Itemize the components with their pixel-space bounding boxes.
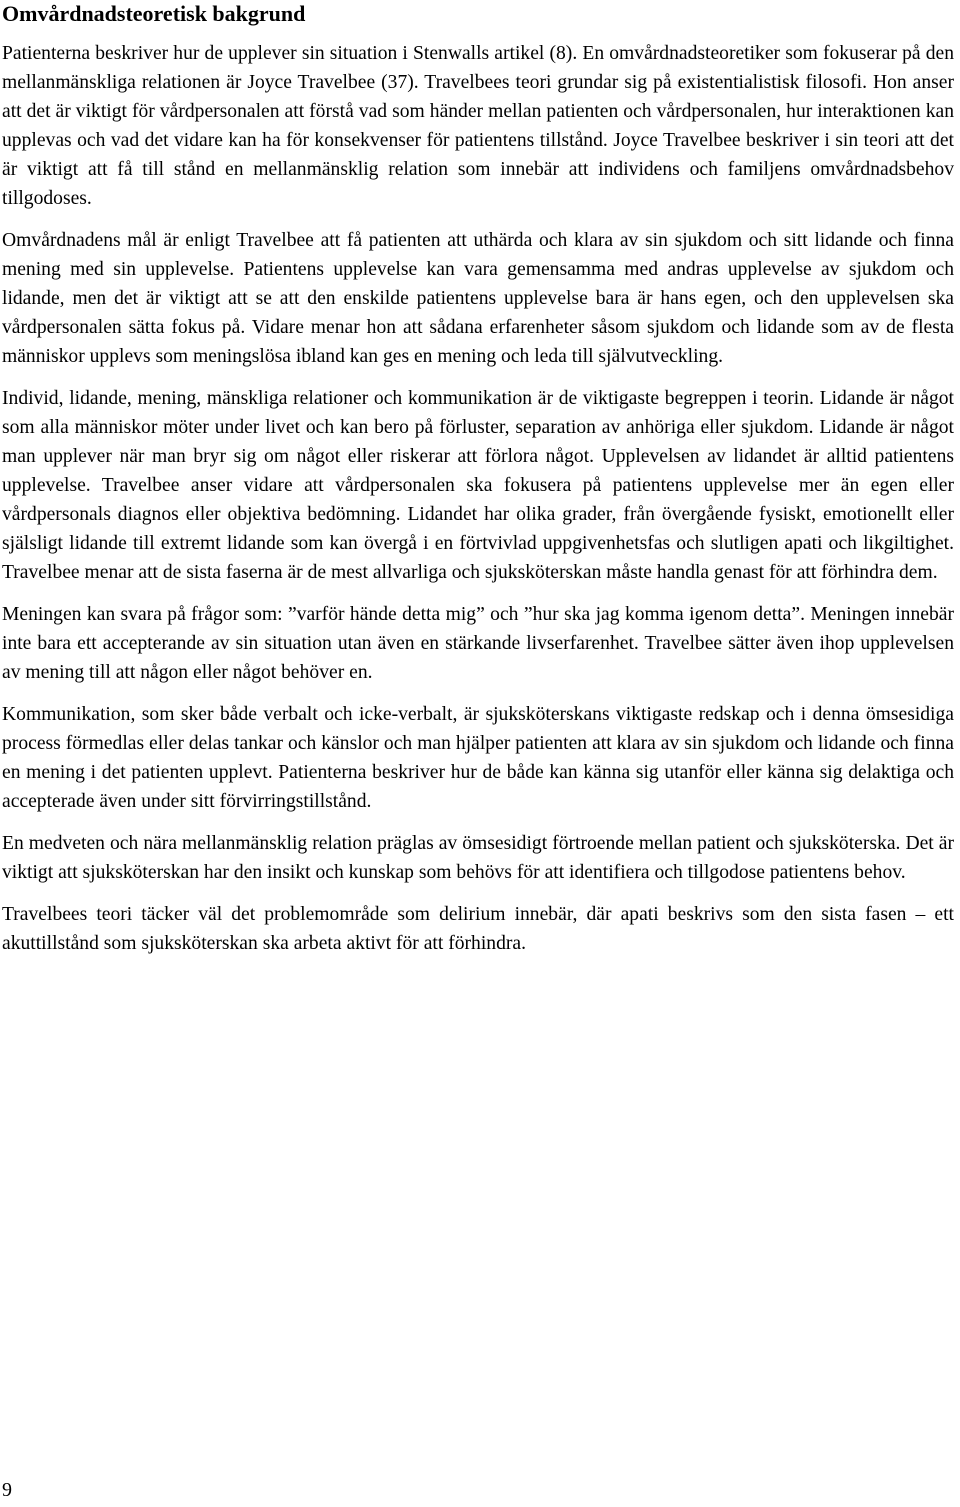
section-heading: Omvårdnadsteoretisk bakgrund	[2, 1, 306, 26]
page-number: 9	[2, 1479, 12, 1501]
paragraph-2: Omvårdnadens mål är enligt Travelbee att få patienten att uthärda och klara av sin sjukdom och sitt lidande och finna mening med sin upplevelse. Patientens upplevelse kan vara gemensamma med andras upplevelse av sjukdom och lidande, men det är viktigt att se att den enskilde patientens upplevelse bara är hans egen, och den upplevelsen ska vårdpersonalen sätta fokus på. Vidare menar hon att sådana erfarenheter såsom sjukdom och lidande som av de flesta människor upplevs som meningslösa ibland kan ges en mening och leda till självutveckling.	[2, 230, 954, 367]
paragraph-1: Patienterna beskriver hur de upplever sin situation i Stenwalls artikel (8). En omvårdnadsteoretiker som fokuserar på den mellanmänskliga relationen är Joyce Travelbee (37). Travelbees teori grundar sig på existentialistisk filosofi. Hon anser att det är viktigt för vårdpersonalen att förstå vad som händer mellan patienten och vårdpersonalen, hur interaktionen kan upplevas och vad det vidare kan ha för konsekvenser för patientens tillstånd. Joyce Travelbee beskriver i sin teori att det är viktigt att få till stånd en mellanmänsklig relation som innebär att individens och familjens omvårdnadsbehov tillgodoses.	[2, 43, 954, 209]
paragraph-4: Meningen kan svara på frågor som: ”varför hände detta mig” och ”hur ska jag komma igenom detta”. Meningen innebär inte bara ett accepterande av sin situation utan även en stärkande livserfarenhet. Travelbee sätter även ihop upplevelsen av mening till att någon eller något behöver en.	[2, 604, 954, 683]
paragraph-6: En medveten och nära mellanmänsklig relation präglas av ömsesidigt förtroende mellan patient och sjuksköterska. Det är viktigt att sjuksköterskan har den insikt och kunskap som behövs för att identifiera och tillgodose patientens behov.	[2, 833, 954, 883]
paragraph-3: Individ, lidande, mening, mänskliga relationer och kommunikation är de viktigaste begreppen i teorin. Lidande är något som alla människor möter under livet och kan bero på förluster, separation av anhöriga eller sjukdom. Lidande är något man upplever när man bryr sig om något eller riskerar att förlora något. Upplevelsen av lidandet är alltid patientens upplevelse. Travelbee anser vidare att vårdpersonalen ska fokusera på patientens upplevelse mer än egen eller vårdpersonals diagnos eller objektiva bedömning. Lidandet har olika grader, från övergående fysiskt, emotionellt eller själsligt lidande till extremt lidande som kan övergå i en förtvivlad uppgivenhetsfas och slutligen apati och likgiltighet. Travelbee menar att de sista faserna är de mest allvarliga och sjuksköterskan måste handla genast för att förhindra dem.	[2, 388, 954, 583]
paragraph-7: Travelbees teori täcker väl det problemområde som delirium innebär, där apati beskrivs som den sista fasen – ett akuttillstånd som sjuksköterskan ska arbeta aktivt för att förhindra.	[2, 904, 954, 954]
paragraph-5: Kommunikation, som sker både verbalt och icke-verbalt, är sjuksköterskans viktigaste redskap och i denna ömsesidiga process förmedlas eller delas tankar och känslor och man hjälper patienten att klara av sin sjukdom och lidande och finna en mening i det patienten upplevt. Patienterna beskriver hur de både kan känna sig utanför eller känna sig delaktiga och accepterade även under sitt förvirringstillstånd.	[2, 704, 954, 812]
